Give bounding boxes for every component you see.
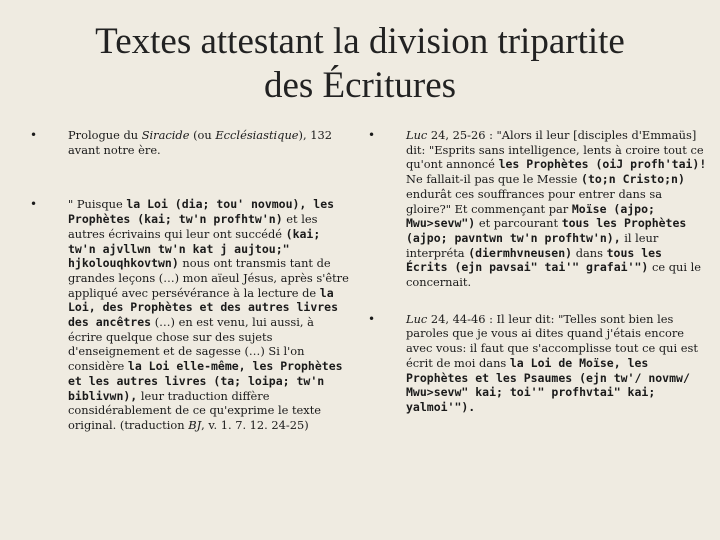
right-column	[368, 128, 708, 415]
greek-transliteration: tous les Prophètes (ajpo; pavntwn tw'n profhtw'n),	[406, 216, 687, 245]
greek-transliteration: la Loi (dia; tou' novmou), les Prophètes (kai; tw'n profhtw'n)	[68, 197, 335, 227]
text-italic: Luc	[406, 311, 428, 326]
bullet-item-luc-24-44	[368, 312, 708, 415]
greek-transliteration: tous les Écrits (ejn pavsai" tai'" grafai'")	[406, 245, 662, 275]
text-italic: Ecclésiastique	[215, 128, 299, 142]
text: Prologue du	[68, 128, 142, 142]
text: (ou	[189, 128, 216, 142]
text: et parcourant	[475, 216, 562, 231]
greek-transliteration: Moïse (ajpo; Mwu>sevw")	[406, 201, 655, 231]
text-italic: Luc	[406, 128, 428, 142]
text: il leur interpréta	[406, 230, 659, 260]
text: leur traduction diffère considérablement de ce qu'exprime le texte original. (traduction	[68, 388, 322, 432]
title-line-1: Textes attestant la division tripartite	[95, 21, 625, 62]
greek-transliteration: la Loi de Moïse, les Prophètes et les Psaumes (ejn tw'/ novmw/ Mwu>sevw" kai; toi'" profhvtai" kai; yalmoi'").	[406, 355, 690, 414]
text: , v. 1. 7. 12. 24-25)	[201, 417, 309, 432]
greek-transliteration: les Prophètes (oiJ profh'tai)!	[498, 157, 707, 172]
bullet-icon: •	[368, 128, 376, 142]
text: 24, 44-46 : Il leur dit: "Telles sont bien les paroles que je vous ai dites quand j'étais encore avec vous: il faut que s'accomplisse tout ce qui est écrit de moi dans	[406, 311, 698, 370]
emphasis: la Loi, des Prophètes et des autres livres des ancêtres	[68, 285, 339, 330]
title-line-2: des Écritures	[263, 65, 457, 106]
text: endurât ces souffrances pour entrer dans sa gloire?" Et commençant par	[406, 186, 662, 216]
text: (…) en est venu, lui aussi, à écrire quelque chose sur des sujets d'enseignement et de sagesse (…) Si l'on considère	[68, 315, 314, 374]
left-column	[30, 128, 350, 433]
bullet-icon: •	[368, 311, 376, 326]
text: ), 132 avant notre ère.	[68, 128, 332, 157]
slide-title	[40, 20, 680, 108]
text-italic: BJ	[188, 417, 202, 432]
greek-transliteration: (to;n Cristo;n)	[581, 172, 685, 187]
bullet-item-siracide-quote	[30, 197, 350, 432]
bullet-icon: •	[30, 128, 38, 142]
text: 24, 25-26 : "Alors il leur [disciples d'Emmaüs] dit: "Esprits sans intelligence, lents à croire tout ce qu'ont annoncé	[406, 128, 704, 172]
greek-transliteration: la Loi elle-même, les Prophètes et les autres livres (ta; loipa; tw'n biblivwn),	[68, 359, 343, 403]
text: nous ont transmis tant de grandes leçons (…) mon aïeul Jésus, après s'être appliqué avec persévérance à la lecture de	[68, 256, 349, 300]
text: et les autres écrivains qui leur ont succédé	[68, 212, 318, 241]
bullet-icon: •	[30, 197, 38, 212]
text-italic: Siracide	[141, 128, 190, 142]
text: ce qui le concernait.	[406, 260, 701, 290]
text: Ne fallait-il pas que le Messie	[406, 172, 582, 187]
text: dans	[572, 245, 607, 260]
bullet-item-luc-24-25	[368, 128, 708, 290]
greek-transliteration: (kai; tw'n ajvllwn tw'n kat j aujtou;" hjkolouqhkovtwn)	[68, 226, 321, 271]
text: " Puisque	[68, 197, 127, 212]
greek-transliteration: (diermhvneusen)	[468, 245, 573, 260]
bullet-item-siracide-prologue	[30, 128, 350, 157]
